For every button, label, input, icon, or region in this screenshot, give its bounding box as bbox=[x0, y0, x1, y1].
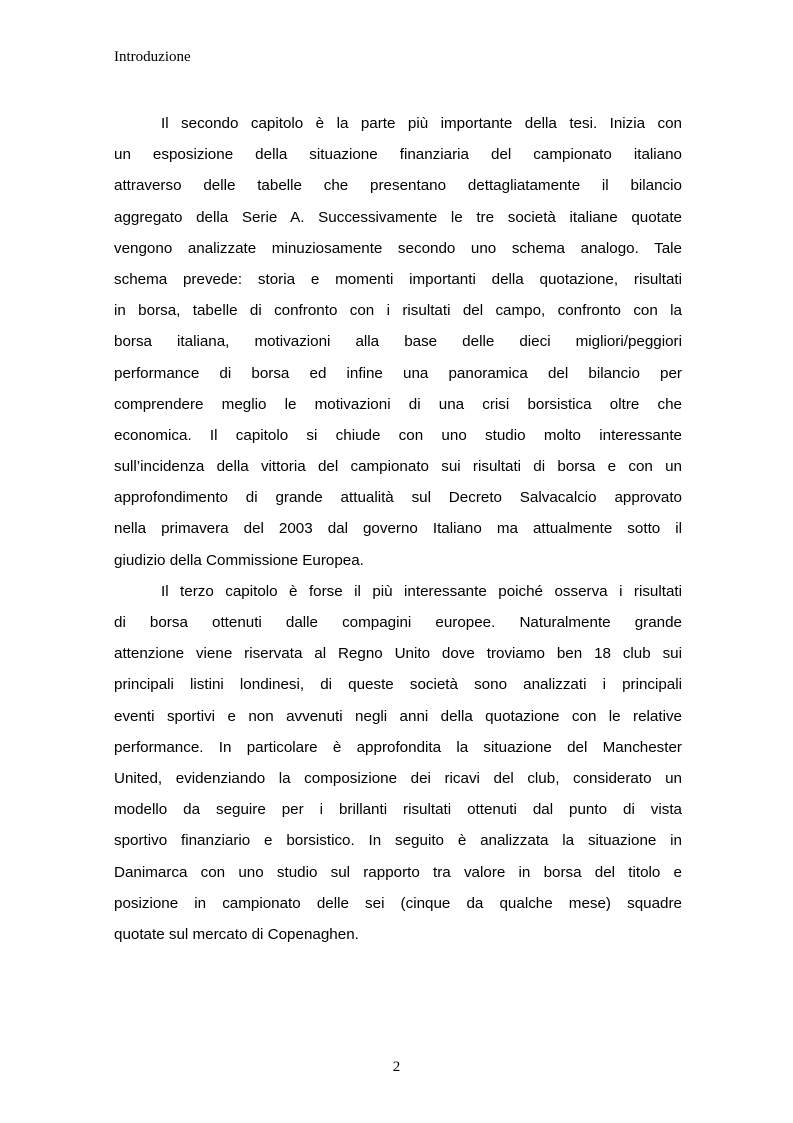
text-line: modello da seguire per i brillanti risultati ottenuti dal punto di vista bbox=[114, 801, 682, 819]
text-line: attraverso delle tabelle che presentano dettagliatamente il bilancio bbox=[114, 177, 682, 195]
text-line: schema prevede: storia e momenti importanti della quotazione, risultati bbox=[114, 270, 682, 288]
text-line: Il secondo capitolo è la parte più importante della tesi. Inizia con bbox=[161, 115, 682, 132]
text-line: borsa italiana, motivazioni alla base delle dieci migliori/peggiori bbox=[114, 333, 682, 351]
text-line: un esposizione della situazione finanziaria del campionato italiano bbox=[114, 146, 682, 164]
text-line: comprendere meglio le motivazioni di una crisi borsistica oltre che bbox=[114, 395, 682, 413]
paragraph-chapter-two bbox=[114, 108, 682, 576]
text-line: performance di borsa ed infine una panoramica del bilancio per bbox=[114, 364, 682, 382]
running-header: Introduzione bbox=[114, 49, 191, 65]
text-line: United, evidenziando la composizione dei ricavi del club, considerato un bbox=[114, 769, 682, 787]
text-line: Danimarca con uno studio sul rapporto tra valore in borsa del titolo e bbox=[114, 863, 682, 881]
text-line: giudizio della Commissione Europea. bbox=[114, 551, 364, 569]
text-line: sportivo finanziario e borsistico. In seguito è analizzata la situazione in bbox=[114, 832, 682, 850]
text-line: nella primavera del 2003 dal governo Italiano ma attualmente sotto il bbox=[114, 520, 682, 538]
text-line: principali listini londinesi, di queste società sono analizzati i principali bbox=[114, 676, 682, 694]
text-line: di borsa ottenuti dalle compagini europee. Naturalmente grande bbox=[114, 614, 682, 631]
page-number: 2 bbox=[392, 1059, 401, 1075]
text-line: approfondimento di grande attualità sul Decreto Salvacalcio approvato bbox=[114, 489, 682, 507]
text-line: attenzione viene riservata al Regno Unito dove troviamo ben 18 club sui bbox=[114, 645, 682, 663]
text-line: eventi sportivi e non avvenuti negli anni della quotazione con le relative bbox=[114, 707, 682, 725]
text-line: Il terzo capitolo è forse il più interessante poiché osserva i risultati bbox=[161, 582, 682, 600]
text-line: economica. Il capitolo si chiude con uno studio molto interessante bbox=[114, 426, 682, 444]
paragraph-chapter-three bbox=[114, 576, 682, 950]
text-line: vengono analizzate minuziosamente secondo uno schema analogo. Tale bbox=[114, 239, 682, 257]
text-line: posizione in campionato delle sei (cinque da qualche mese) squadre bbox=[114, 894, 682, 912]
text-line: aggregato della Serie A. Successivamente le tre società italiane quotate bbox=[114, 208, 682, 226]
body-text bbox=[114, 108, 682, 950]
text-line: quotate sul mercato di Copenaghen. bbox=[114, 925, 359, 943]
text-line: sull’incidenza della vittoria del campionato sui risultati di borsa e con un bbox=[114, 458, 682, 476]
text-line: performance. In particolare è approfondita la situazione del Manchester bbox=[114, 738, 682, 756]
text-line: in borsa, tabelle di confronto con i risultati del campo, confronto con la bbox=[114, 302, 682, 320]
